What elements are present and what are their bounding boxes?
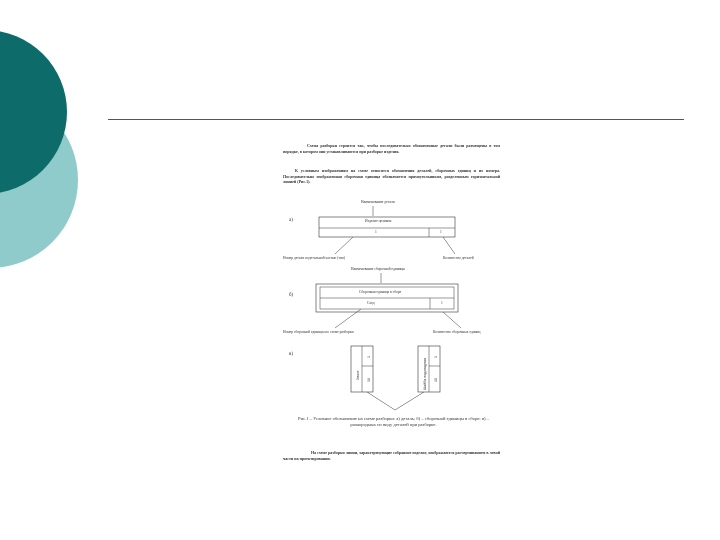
diagram-b-cell-left: Сход — [367, 301, 375, 305]
diagram-v-letter: в) — [289, 352, 294, 357]
diagram-a-left-arrow — [335, 237, 353, 254]
diagram-v-right-cell-mid: 10 — [434, 378, 438, 382]
diagram-a-cell-left: 1 — [375, 230, 377, 234]
diagram-a-box-label: Изделие целиком — [365, 219, 392, 223]
diagram-a-letter: а) — [289, 218, 293, 223]
diagram-b-box-label: Сборочная единица в сборе — [359, 290, 402, 294]
paragraph-3: На схеме разборки линии, характеризующие собранное изделие, изображаются расчерчиванием в левой части на проектировании. — [283, 450, 500, 461]
diagram-a-right-arrow — [443, 237, 455, 254]
diagram-a-bottom-right: Количество деталей — [443, 256, 474, 260]
diagram-a-cell-right: 1 — [440, 230, 442, 234]
paragraph-1: Схема разборки строится так, чтобы последовательно обозначенные детали были размещены в том порядке, в котором они устанавливаются при разборке изделия. — [283, 143, 500, 154]
diagram-v-left-arrow — [367, 392, 395, 410]
diagram-b-right-arrow — [443, 312, 461, 328]
figure-caption: Рис.1 – Условное обозначение на схеме разборки: а) деталь; б) – сборочной единицы в сборе; в) – разнородных по виду деталей при разборке. — [298, 416, 489, 427]
paragraph-2: К условным изображениям на схеме относятся обозначения деталей, сборочных единиц и их номера. Последовательно изображенная сборочная единица обозначается прямоугольником, разделенным горизонтальной линией (Рис.1). — [283, 168, 500, 185]
diagram-b-top-label: Наименование сборочной единицы — [351, 267, 405, 271]
diagram-v-right-text: Шайба подкладная — [423, 358, 427, 390]
diagram-v-left-cell-top: 1 — [367, 356, 371, 358]
diagram-v-left-text: Хвост — [356, 370, 360, 380]
document-image — [283, 140, 500, 470]
diagram-b-bottom-left: Номер сборочной единицы по схеме разборки — [283, 330, 354, 334]
title-rule — [108, 119, 684, 120]
diagram-v-left-cell-mid: 10 — [367, 378, 371, 382]
diagram-b-cell-right: 1 — [441, 301, 443, 305]
diagram-a-top-label: Наименование детали — [361, 200, 395, 204]
diagram-b-letter: б) — [289, 293, 294, 298]
diagram-a-bottom-left: Номер детали подетальной частью (тип) — [283, 256, 346, 260]
diagram-b-bottom-right: Количество сборочных единиц — [433, 330, 481, 334]
diagram-v-right-cell-top: 1 — [434, 356, 438, 358]
diagram-v-right-arrow — [395, 392, 424, 410]
